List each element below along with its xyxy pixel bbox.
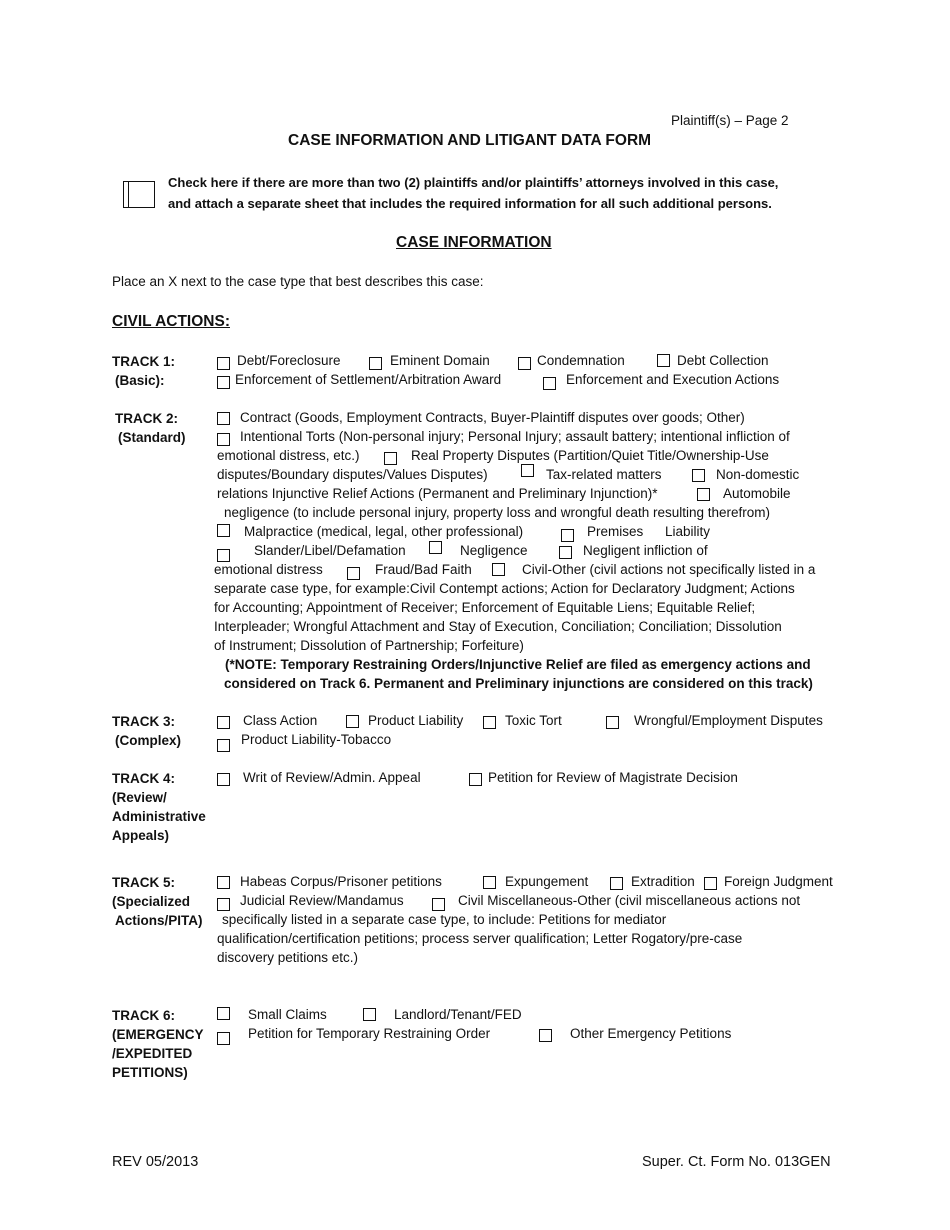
option-intentional-torts-cont: emotional distress, etc.) (217, 448, 360, 463)
checkbox-automobile[interactable] (697, 488, 710, 501)
track-2-label: TRACK 2: (Standard) (115, 411, 186, 445)
checkbox-negligent-infliction[interactable] (559, 546, 572, 559)
option-habeas: Habeas Corpus/Prisoner petitions (240, 874, 442, 889)
track-6-label: TRACK 6: (EMERGENCY /EXPEDITED PETITIONS) (112, 1008, 204, 1080)
checkbox-negligence[interactable] (429, 541, 442, 554)
option-malpractice: Malpractice (medical, legal, other professional) (244, 524, 524, 539)
checkbox-contract[interactable] (217, 412, 230, 425)
option-product-tobacco: Product Liability-Tobacco (241, 732, 392, 747)
option-intentional-torts: Intentional Torts (Non-personal injury; Personal Injury; assault battery; intentional infliction of (240, 429, 790, 444)
option-tax-related: Tax-related matters (546, 467, 662, 482)
option-real-property-cont: disputes/Boundary disputes/Values Disputes) (217, 467, 488, 482)
checkbox-enforcement-settlement[interactable] (217, 376, 230, 389)
option-contract: Contract (Goods, Employment Contracts, Buyer-Plaintiff disputes over goods; Other) (240, 410, 745, 425)
checkbox-debt-foreclosure[interactable] (217, 357, 230, 370)
option-wrongful-employment: Wrongful/Employment Disputes (634, 713, 823, 728)
checkbox-civil-misc[interactable] (432, 898, 445, 911)
checkbox-debt-collection[interactable] (657, 354, 670, 367)
checkbox-tax-related[interactable] (521, 464, 534, 477)
checkbox-fraud[interactable] (347, 567, 360, 580)
track-4-label: TRACK 4: (Review/ Administrative Appeals) (112, 771, 206, 843)
option-debt-collection: Debt Collection (677, 353, 769, 368)
checkbox-enforcement-execution[interactable] (543, 377, 556, 390)
option-class-action: Class Action (243, 713, 318, 728)
checkbox-malpractice[interactable] (217, 524, 230, 537)
track-2-note-line-1: (*NOTE: Temporary Restraining Orders/Injunctive Relief are filed as emergency actions and (225, 657, 811, 672)
option-fraud: Fraud/Bad Faith (375, 562, 472, 577)
option-other-emergency: Other Emergency Petitions (570, 1026, 732, 1041)
checkbox-product-liability[interactable] (346, 715, 359, 728)
option-toxic-tort: Toxic Tort (505, 713, 562, 728)
option-condemnation: Condemnation (537, 353, 625, 368)
checkbox-premises-liability[interactable] (561, 529, 574, 542)
option-expungement: Expungement (505, 874, 589, 889)
checkbox-civil-other[interactable] (492, 563, 505, 576)
option-civil-other-line-2: separate case type, for example:Civil Contempt actions; Action for Declaratory Judgment; Actions (214, 581, 795, 596)
checkbox-other-emergency[interactable] (539, 1029, 552, 1042)
option-civil-misc-line-3: qualification/certification petitions; process server qualification; Letter Rogatory/pre-case (217, 931, 743, 946)
option-negligent-infliction: Negligent infliction of (583, 543, 708, 558)
option-eminent-domain: Eminent Domain (390, 353, 490, 368)
checkbox-small-claims[interactable] (217, 1007, 230, 1020)
checkbox-habeas[interactable] (217, 876, 230, 889)
checkbox-real-property[interactable] (384, 452, 397, 465)
checkbox-wrongful-employment[interactable] (606, 716, 619, 729)
option-civil-misc: Civil Miscellaneous-Other (civil miscellaneous actions not (458, 893, 801, 908)
option-civil-other: Civil-Other (civil actions not specifically listed in a (522, 562, 816, 577)
option-product-liability: Product Liability (368, 713, 464, 728)
notice-line-1: Check here if there are more than two (2) plaintiffs and/or plaintiffs’ attorneys involved in this case, (168, 175, 779, 190)
checkbox-condemnation[interactable] (518, 357, 531, 370)
option-enforcement-settlement: Enforcement of Settlement/Arbitration Award (235, 372, 502, 387)
checkbox-writ-review[interactable] (217, 773, 230, 786)
option-writ-review: Writ of Review/Admin. Appeal (243, 770, 421, 785)
option-automobile: Automobile (723, 486, 791, 501)
civil-actions-heading: CIVIL ACTIONS: (112, 313, 230, 330)
option-debt-foreclosure: Debt/Foreclosure (237, 353, 341, 368)
option-negligence: Negligence (460, 543, 528, 558)
option-landlord: Landlord/Tenant/FED (394, 1007, 522, 1022)
option-negligent-infliction-cont: emotional distress (214, 562, 323, 577)
option-enforcement-execution: Enforcement and Execution Actions (566, 372, 780, 387)
form-number: Super. Ct. Form No. 013GEN (642, 1154, 831, 1170)
option-real-property: Real Property Disputes (Partition/Quiet Title/Ownership-Use (411, 448, 769, 463)
checkbox-judicial-review[interactable] (217, 898, 230, 911)
option-civil-other-line-4: Interpleader; Wrongful Attachment and Stay of Execution, Conciliation; Conciliation; Dissolution (214, 619, 782, 634)
checkbox-landlord[interactable] (363, 1008, 376, 1021)
checkbox-expungement[interactable] (483, 876, 496, 889)
option-petition-magistrate: Petition for Review of Magistrate Decision (488, 770, 738, 785)
track-2-note-line-2: considered on Track 6. Permanent and Preliminary injunctions are considered on this track) (224, 676, 813, 691)
checkbox-intentional-torts[interactable] (217, 433, 230, 446)
track-3-label: TRACK 3: (Complex) (112, 714, 182, 748)
notice-line-2: and attach a separate sheet that includes the required information for all such additional persons. (168, 196, 772, 211)
option-civil-misc-line-2: specifically listed in a separate case type, to include: Petitions for mediator (222, 912, 667, 927)
option-slander: Slander/Libel/Defamation (254, 543, 406, 558)
additional-plaintiffs-checkbox[interactable] (123, 181, 155, 208)
checkbox-extradition[interactable] (610, 877, 623, 890)
checkbox-product-tobacco[interactable] (217, 739, 230, 752)
checkbox-petition-magistrate[interactable] (469, 773, 482, 786)
checkbox-toxic-tort[interactable] (483, 716, 496, 729)
option-premises: Premises (587, 524, 644, 539)
form-title: CASE INFORMATION AND LITIGANT DATA FORM (288, 132, 652, 149)
option-non-domestic: Non-domestic (716, 467, 800, 482)
checkbox-eminent-domain[interactable] (369, 357, 382, 370)
track-1-label: TRACK 1: (Basic): (112, 354, 175, 388)
checkbox-non-domestic[interactable] (692, 469, 705, 482)
option-tro-petition: Petition for Temporary Restraining Order (248, 1026, 491, 1041)
option-civil-other-line-3: for Accounting; Appointment of Receiver; Enforcement of Equitable Liens; Equitable Relief; (214, 600, 756, 615)
revision-label: REV 05/2013 (112, 1154, 199, 1170)
option-small-claims: Small Claims (248, 1007, 327, 1022)
page-label: Plaintiff(s) – Page 2 (671, 113, 789, 128)
option-liability: Liability (665, 524, 711, 539)
instruction-text: Place an X next to the case type that best describes this case: (112, 274, 484, 289)
checkbox-foreign-judgment[interactable] (704, 877, 717, 890)
checkbox-tro-petition[interactable] (217, 1032, 230, 1045)
option-extradition: Extradition (631, 874, 695, 889)
case-information-heading: CASE INFORMATION (396, 234, 552, 251)
option-non-domestic-cont: relations Injunctive Relief Actions (Permanent and Preliminary Injunction)* (217, 486, 658, 501)
option-judicial-review: Judicial Review/Mandamus (240, 893, 404, 908)
option-civil-other-line-5: of Instrument; Dissolution of Partnership; Forfeiture) (214, 638, 524, 653)
track-5-label: TRACK 5: (Specialized Actions/PITA) (112, 875, 203, 928)
option-civil-misc-line-4: discovery petitions etc.) (217, 950, 359, 965)
checkbox-slander[interactable] (217, 549, 230, 562)
option-foreign-judgment: Foreign Judgment (724, 874, 833, 889)
checkbox-class-action[interactable] (217, 716, 230, 729)
option-automobile-cont: negligence (to include personal injury, property loss and wrongful death resulting therefrom) (224, 505, 771, 520)
